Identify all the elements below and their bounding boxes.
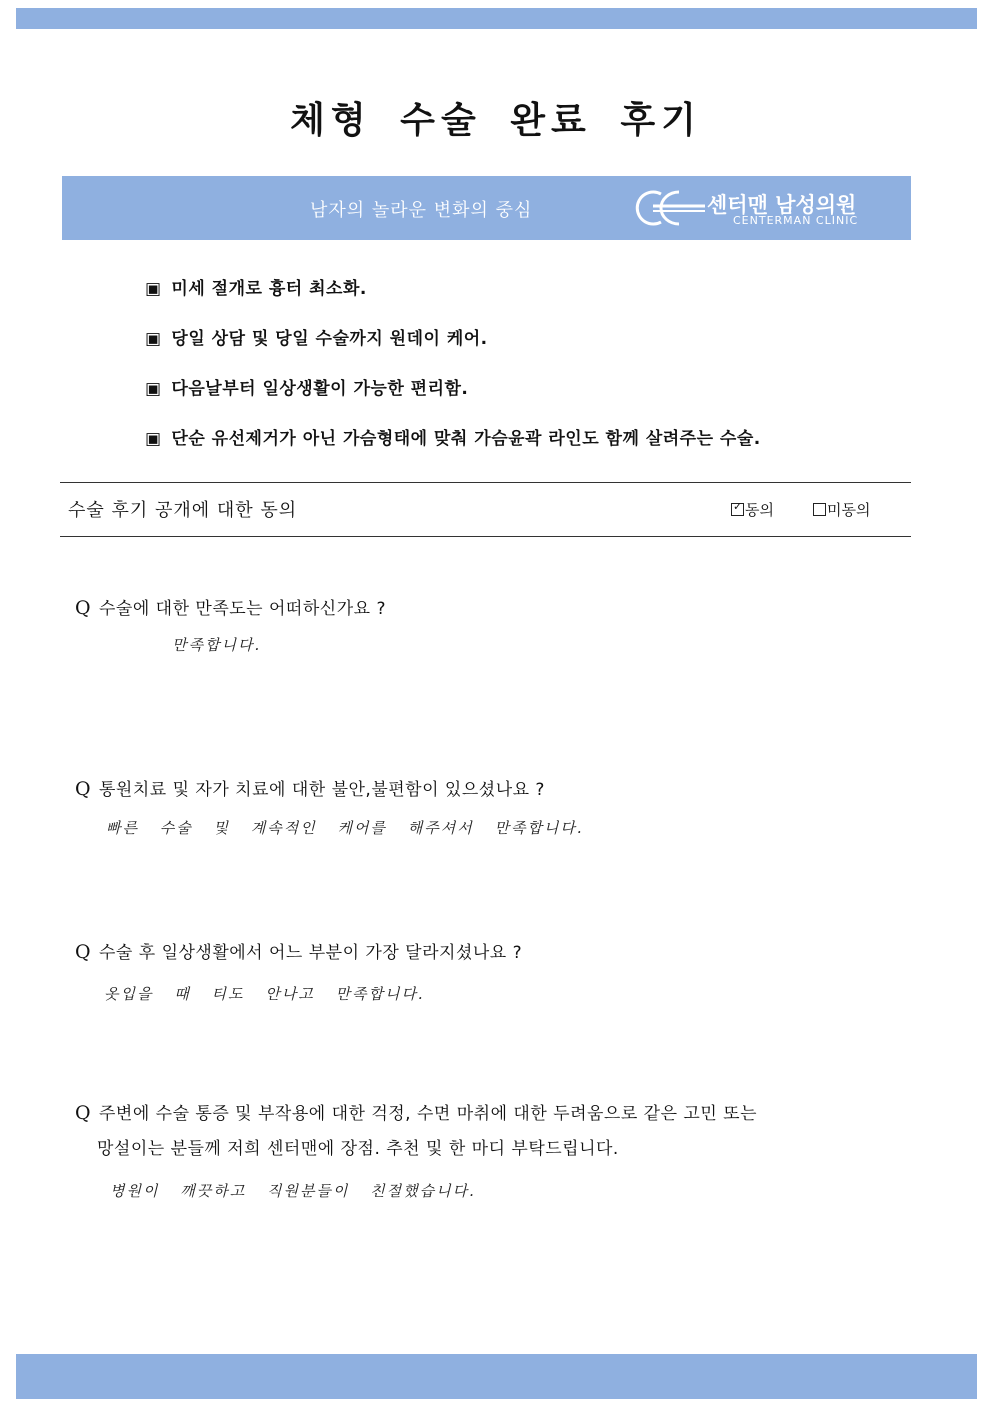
clinic-logo [627,186,897,232]
question-text: 수술 후 일상생활에서 어느 부분이 가장 달라지셨나요 ? [99,943,523,963]
question-text: 수술에 대한 만족도는 어떠하신가요 ? [99,599,386,619]
question-text: 주변에 수술 통증 및 부작용에 대한 걱정, 수면 마취에 대한 두려움으로 같은 고민 또는 [99,1104,758,1124]
feature-item [145,324,488,349]
answer-1: 만족합니다. [172,636,262,654]
feature-marker-icon: ▣ [145,279,162,299]
logo-mark-icon [627,188,707,228]
feature-text: 다음날부터 일상생활이 가능한 편리함. [171,379,469,399]
question-4-line-2: 망설이는 분들께 저희 센터맨에 장점. 추천 및 한 마디 부탁드립니다. [97,1139,619,1159]
answer-4: 병원이 깨끗하고 직원분들이 친절했습니다. [110,1182,476,1200]
disagree-checkbox[interactable] [813,503,826,516]
logo-subtitle: CENTERMAN CLINIC [733,214,859,227]
consent-divider-bottom [60,536,911,537]
disagree-label: 미동의 [827,501,871,519]
answer-2: 빠른 수술 및 계속적인 케어를 해주셔서 만족합니다. [106,819,584,837]
question-1 [75,594,386,619]
question-marker-icon: Q [75,1102,92,1124]
feature-text: 미세 절개로 흉터 최소화. [171,279,367,299]
clinic-banner [62,176,911,240]
check-icon: ✓ [733,500,743,513]
question-2 [75,775,545,800]
feature-marker-icon: ▣ [145,329,162,349]
question-4 [75,1099,757,1124]
agree-label: 동의 [745,501,774,519]
feature-text: 당일 상담 및 당일 수술까지 원데이 케어. [171,329,488,349]
feature-marker-icon: ▣ [145,379,162,399]
feature-marker-icon: ▣ [145,429,162,449]
feature-item [145,374,468,399]
consent-divider-top [60,482,911,483]
feature-text: 단순 유선제거가 아닌 가슴형태에 맞춰 가슴윤곽 라인도 함께 살려주는 수술. [171,429,761,449]
feature-item [145,424,761,449]
feature-item [145,274,367,299]
agree-option[interactable] [731,499,774,520]
disagree-option[interactable] [813,499,870,520]
consent-label: 수술 후기 공개에 대한 동의 [68,500,298,521]
question-marker-icon: Q [75,778,92,800]
agree-checkbox[interactable] [731,500,744,516]
top-decor-bar [16,8,977,29]
logo-name: 센터맨 남성의원 [707,193,857,217]
question-marker-icon: Q [75,941,92,963]
question-marker-icon: Q [75,597,92,619]
answer-3: 옷입을 때 티도 안나고 만족합니다. [104,985,425,1003]
question-text: 통원치료 및 자가 치료에 대한 불안,불편함이 있으셨나요 ? [99,780,545,800]
question-3 [75,938,522,963]
bottom-decor-bar [16,1354,977,1399]
page-title: 체형 수술 완료 후기 [290,100,702,141]
banner-slogan: 남자의 놀라운 변화의 중심 [310,200,533,221]
